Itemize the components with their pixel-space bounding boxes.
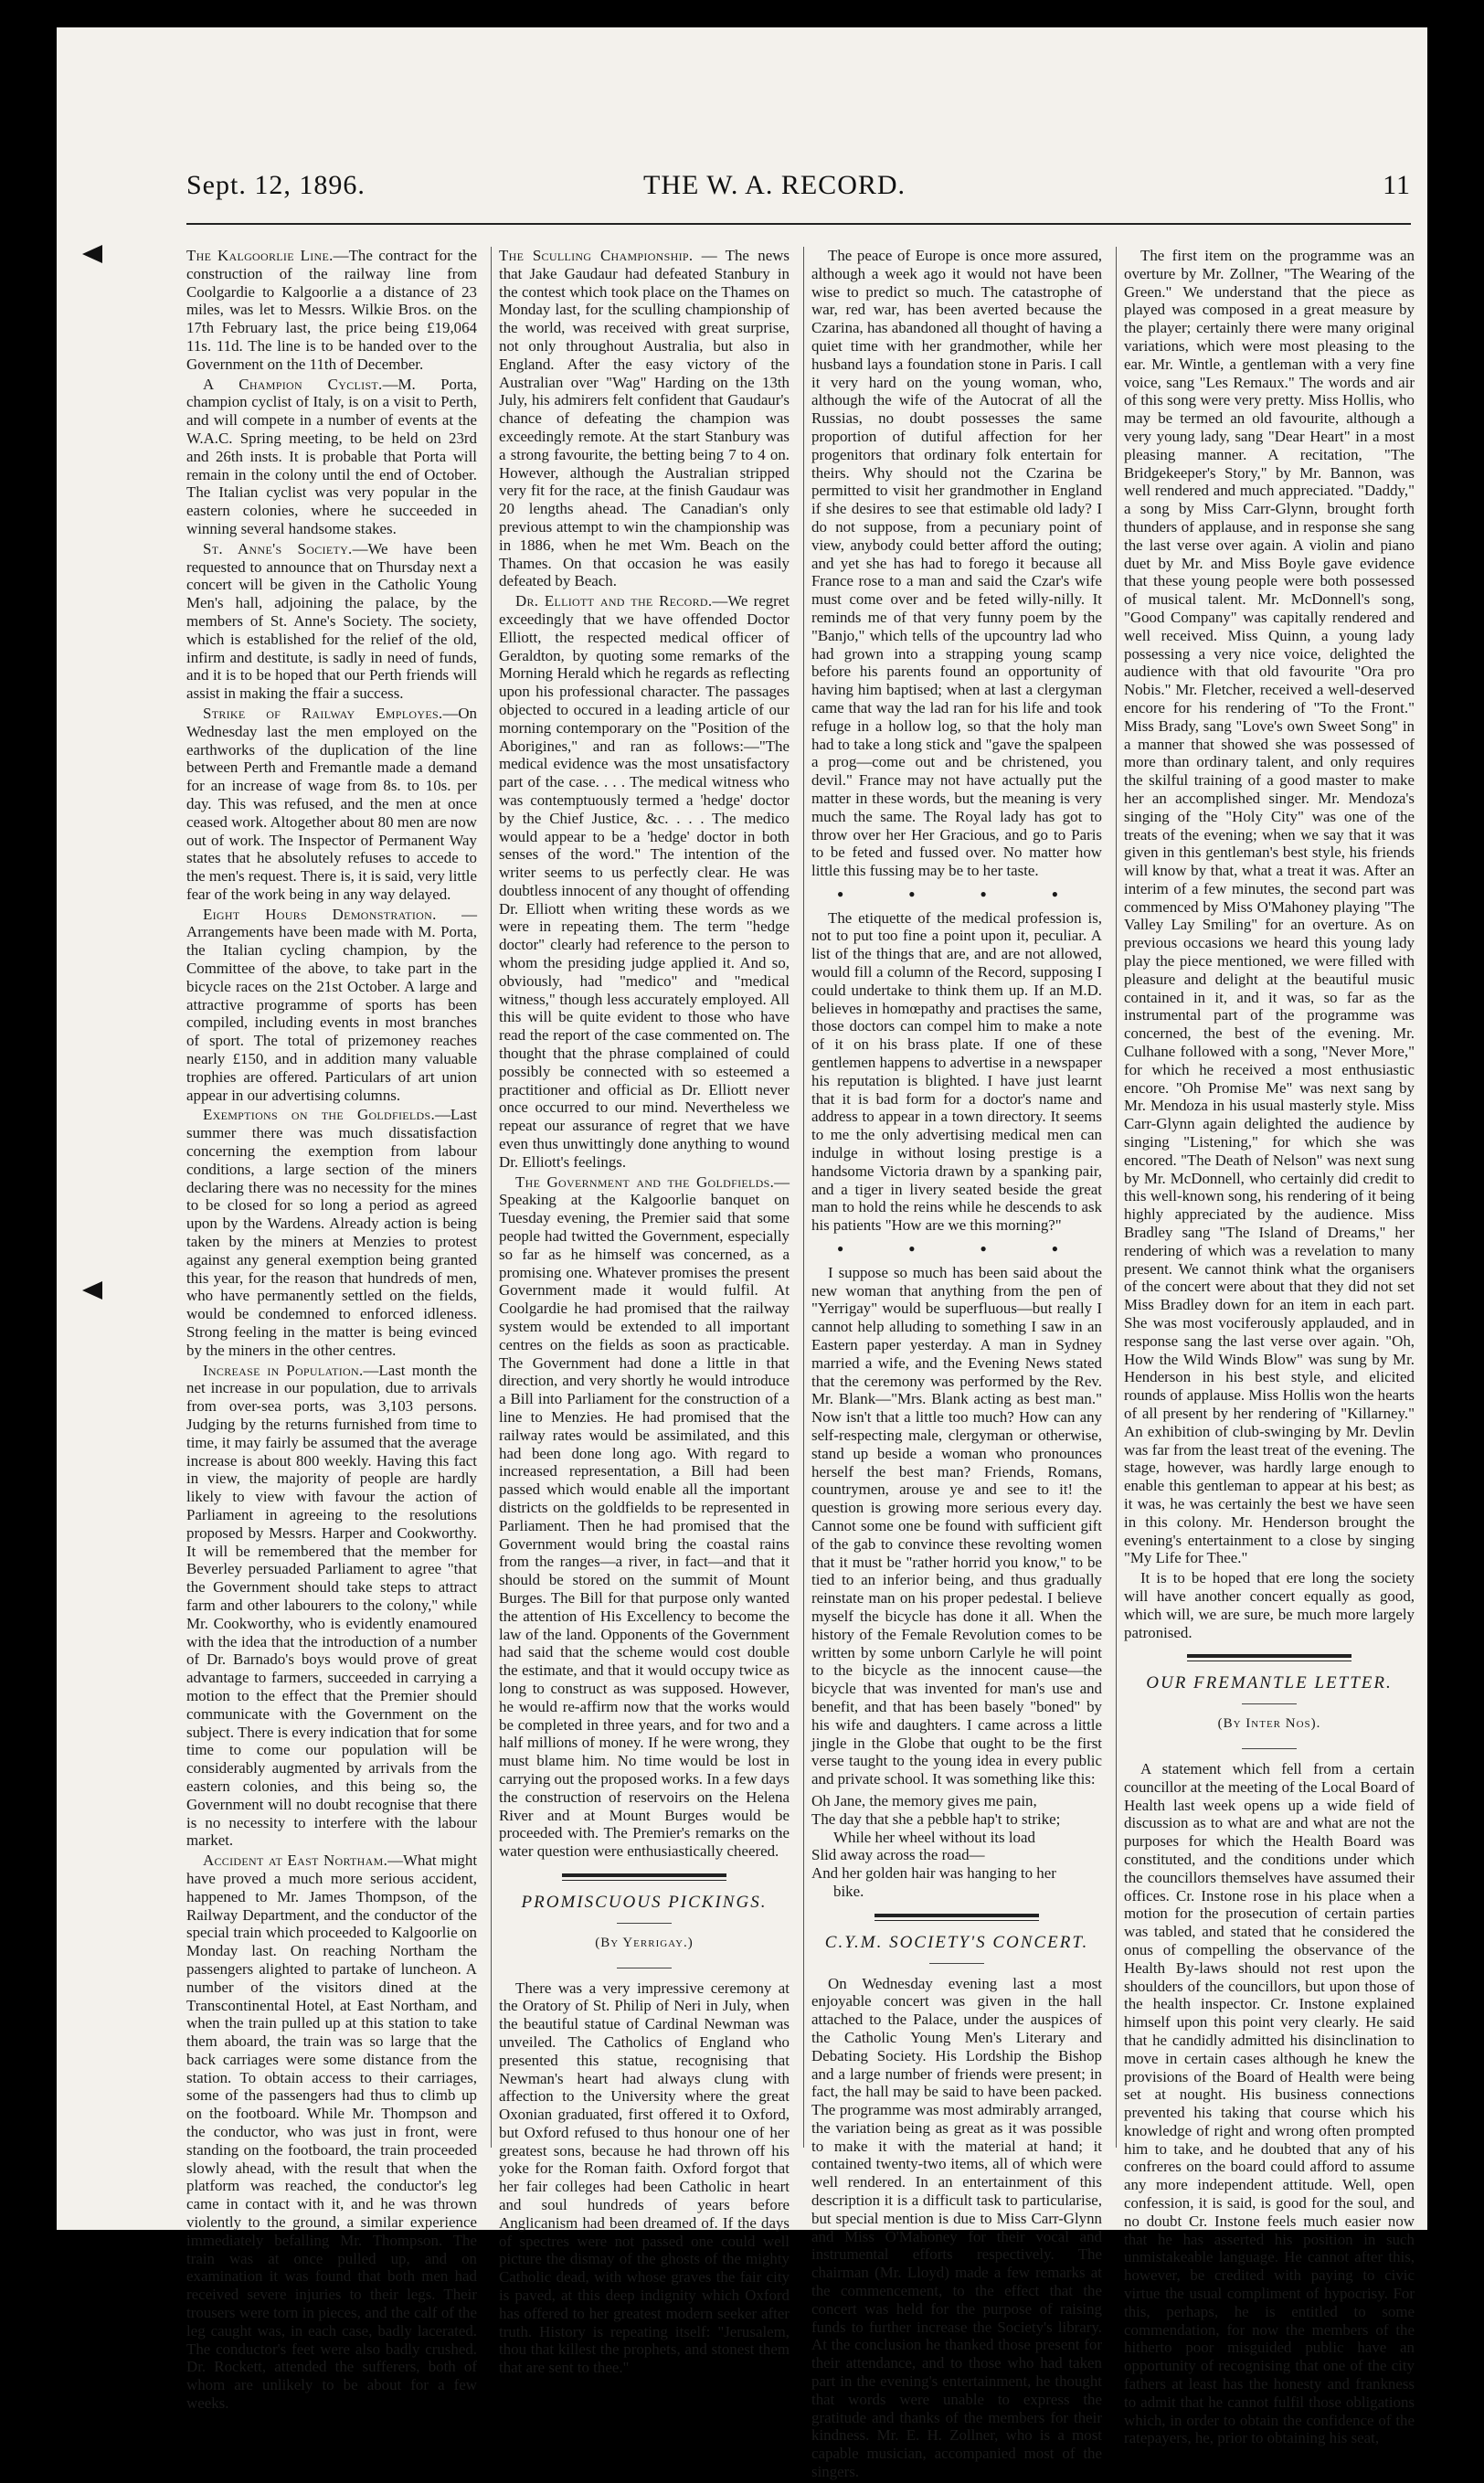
poem-line: While her wheel without its load <box>833 1828 1035 1846</box>
article-paragraph: There was a very impressive ceremony at the Oratory of St. Philip of Neri in July, when the beautiful statue of Cardinal Newman was unveiled. The Catholics of England who presented this statue, recognising that Newman's heart had always clung with affection to the University where the great Oxonian graduated, first offered it to Oxford, but Oxford refused to thus honour one of her greatest sons, because he had thrown off his yoke for the Roman faith. Oxford forgot that her fair colleges had been Catholic in heart and soul hundreds of years before Anglicanism had been dreamed of. If the days of spectres were not passed one could well picture the dismay of the ghosts of the mighty Catholic dead, with whose graves the fair city is paved, at this deep indignity which Oxford has offered to her greatest modern seeker after truth. History is repeating itself: "Jerusalem, thou that killest the prophets, and stonest them that are sent to thee." <box>499 1979 790 2377</box>
section-title: OUR FREMANTLE LETTER. <box>1146 1673 1393 1693</box>
article-body: —We regret exceedingly that we have offended Doctor Elliott, the respected medical officer of Geraldton, by quoting some remarks of the Morning Herald which he regards as reflecting upon his professional character. The passages objected to occured in a leading article of our morning contemporary on the "Position of the Aborigines," and ran as follows:—"The medical evidence was the most unsatisfactory part of the case. . . . The medical witness who was contemptuously termed a 'hedge' doctor by the Chief Justice, &c. . . . The medico would appear to be a 'hedge' doctor in both senses of the word." The intention of the writer seems to us perfectly clear. He was doubtless innocent of any thought of offending Dr. Elliott when writing these words as we were in repeating them. The term "hedge doctor" clearly had reference to the person to whom the presiding judge applied it. And so, obviously, had "medico" and "medical witness," though less accurately employed. All this will be quite evident to those who have read the report of the case commented on. The thought that the phrase complained of could possibly be connected with so esteemed a practitioner and official as Dr. Elliott never once occurred to our mind. Nevertheless we repeat our assurance of regret that we have even thus unwittingly done anything to wound Dr. Elliott's feelings. <box>499 592 790 1171</box>
article-heading: Accident at East Northam. <box>203 1852 388 1870</box>
article-paragraph <box>186 376 477 538</box>
section-separator <box>811 1914 1102 1921</box>
page-number: 11 <box>1383 170 1411 200</box>
article-heading: The Government and the Goldfields. <box>515 1173 775 1191</box>
asterism-divider: ● ● ● ● <box>837 1242 1089 1256</box>
article-paragraph: I suppose so much has been said about the new woman that anything from the pen of "Yerrigay" would be superfluous—but really I cannot help alluding to something I saw in an Eastern paper yesterday. A man in Sydney married a wife, and the Evening News stated that the ceremony was performed by the Rev. Mr. Blank—"Mrs. Blank acting as best man." Now isn't that a little too much? How can any self-respecting male, clergyman or otherwise, stand up beside a woman who pronounces herself the best man? Friends, Romans, countrymen, arouse ye and see to it! the question is growing more serious every day. Cannot some one be found with sufficient gift of the gab to convince these revolting women that it must be "rather horrid you know," to be tied to an inferior being, and thus gradually reinstate man on his proper pedestal. I believe myself the bicycle has done it all. When the history of the Female Revolution comes to be written by some unborn Carlyle he will point to the bicycle as the innocent cause—the bicycle that was invented for man's use and benefit, and that has been basely "boned" by his wife and daughters. I came across a little jingle in the Globe that ought to be the first verse taught to the young idea in every public and private school. It was something like this: <box>811 1263 1102 1788</box>
article-paragraph: The first item on the programme was an overture by Mr. Zollner, "The Wearing of the Green." We understand that the piece as played was composed in a great measure by the player; certainly there were many original variations, which were most pleasing to the ear. Mr. Wintle, a gentleman with a very fine voice, sang "Les Remaux." The words and air of this song were very pretty. Miss Hollis, who may be termed an old favourite, although a very young lady, sang "Dear Heart" in a most pleasing manner. A recitation, "The Bridgekeeper's Story," by Mr. Bannon, was well rendered and much appreciated. "Daddy," a song by Miss Carr-Glynn, brought forth thunders of applause, and in response she sang the last verse over again. A violin and piano duet by Mr. and Miss Boyle gave evidence that these young people were both possessed of musical talent. Mr. McDonnell's song, "Good Company" was capitally rendered and well received. Miss Quinn, a young lady possessing a very nice voice, delighted the audience with that old favourite "Ora pro Nobis." Mr. Fletcher, received a well-deserved encore for his rendering of "To the Front." Miss Brady, sang "Love's own Sweet Song" in a manner that showed she was possessed of more than ordinary talent, and only requires the skilful training of a good master to make her an accomplished singer. Mr. Mendoza's singing of the "Holy City" was one of the treats of the evening; when we say that it was given in this gentleman's best style, his friends will know by that, what a treat it was. After an interim of a few minutes, the second part was commenced by Miss O'Mahoney playing "The Valley Lay Smiling" for an overture. As on previous occasions we heard this young lady play the piece mentioned, we were filled with pleasure and delight at the beautiful music contained in it, and it was, so far as the instrumental part of the programme was concerned, the best of the evening. Mr. Culhane followed with a song, "Never More," for which he received a most enthusiastic encore. "Oh Promise Me" was next sang by Mr. Mendoza in his usual masterly style. Miss Carr-Glynn again delighted the audience by singing "Listening," for which she was encored. "The Death of Nelson" was next sung by Mr. McDonnell, who certainly did credit to this well-known song, his rendering of it being highly appreciated by the audience. Miss Bradley sang "The Island of Dreams," her rendering of which was a revelation to many present. We cannot think what the organisers of the concert were about that they did not set Miss Bradley down for an item in each part. She was most vociferously applauded, and in response sang the last verse over again. "Oh, How the Wild Winds Blow" was sung by Mr. Henderson in his best style, and elicited rounds of applause. Miss Hollis won the hearts of all present by her rendering of "Killarney." An exhibition of club-swinging by Mr. Devlin was far from the least treat of the evening. The stage, however, was hardly large enough to enable this gentleman to appear at his best; as it was, he was certainly the best we have seen in this colony. Mr. Henderson brought the evening's entertainment to a close by singing "My Life for Thee." <box>1124 247 1415 1567</box>
article-paragraph <box>186 705 477 904</box>
article-paragraph <box>499 1173 790 1861</box>
article-paragraph <box>186 1362 477 1851</box>
poem-line: bike. <box>833 1882 864 1900</box>
poem-line: Oh Jane, the memory gives me pain, <box>811 1791 1037 1809</box>
article-heading: The Sculling Championship. <box>499 247 694 264</box>
section-separator <box>499 1873 790 1881</box>
poem-line: Slid away across the road— <box>811 1846 985 1864</box>
article-body: —The contract for the construction of the railway line from Coolgardie to Kalgoorlie a a distance of 23 miles, was let to Messrs. Wilkie Bros. on the 17th February last, the price being £19,064 11s. 11d. The line is to be handed over to the Government on the 11th of December. <box>186 247 477 373</box>
poem-line: And her golden hair was hanging to her <box>811 1864 1056 1883</box>
issue-date: Sept. 12, 1896. <box>186 170 366 200</box>
article-body: —What might have proved a much more serious accident, happened to Mr. James Thompson, of the Railway Department, and the conductor of the special train which proceeded to Kalgoorlie on Monday last. On reaching Northam the passengers alighted to partake of luncheon. A number of the visitors dined at the Transcontinental Hotel, at East Northam, and when the train pulled up at this station to take them aboard, the train was so large that the back carriages were some distance from the station. To obtain access to their carriages, some of the passengers had thus to climb up on the footboard. While Mr. Thompson and the conductor, who was just in front, were standing on the footboard, the train proceeded slowly ahead, with the result that when the platform was reached, the conductor's leg came in contact with it, and he was thrown violently to the ground, a similar experience immediately befalling Mr. Thompson. The train was at once pulled up, and on examination it was found that both men had received severe injuries to their legs. Their trousers were torn in pieces, and the calf of the leg caught was, in each case, badly lacerated. The conductor's feet were also badly crushed. Dr. Rockett, attended the sufferers, both of whom are unlikely to be about for a few weeks. <box>186 1852 478 2413</box>
poem-block <box>811 1792 1102 1901</box>
article-paragraph: It is to be hoped that ere long the society will have another concert equally as good, which will, we are sure, be much more largely patronised. <box>1124 1569 1415 1641</box>
poem-line: The day that she a pebble hap't to strike; <box>811 1809 1061 1828</box>
scan-pointer-icon <box>82 245 102 263</box>
column-1 <box>186 247 477 2414</box>
section-title: PROMISCUOUS PICKINGS. <box>521 1892 768 1912</box>
article-paragraph: A statement which fell from a certain councillor at the meeting of the Local Board of Health last week opens up a wide field of discussion as to what are and what are not the purposes for which the Health Board was constituted, and the conditions under which the councillors themselves have assumed their offices. Cr. Instone rose in his place when a motion for the prosecution of certain parties was tabled, and stated that he considered the onus of compelling the observance of the Health By-laws should not rest upon the shoulders of the councillors, but upon those of the health inspector. Cr. Instone explained himself upon this point very clearly. He said that he candidly admitted his disinclination to move in certain cases although he knew the provisions of the Board of Health were being set at nought. His business connections prevented his taking that course which his knowledge of right and wrong often prompted him to take, and he doubted that any of his confreres on the board could afford to assume any more independent attitude. Well, open confession, it is said, is good for the soul, and no doubt Cr. Instone feels much easier now that he has asserted his position in such unmistakeable language. He cannot after this, however, be credited with paying to civic virtue the usual compliment of hypocrisy. For this, perhaps, he is entitled to some commendation, for now the members of the hitherto poor misguided public have an opportunity of recognising that one of the city fathers at least has the honesty and frankness to admit that he cannot fulfil those obligations which, in order to obtain the confidence of the ratepayers, he, prior to obtaining his seat, <box>1124 1759 1415 2447</box>
short-rule <box>1242 1748 1297 1749</box>
article-body: —On Wednesday last the men employed on the earthworks of the duplication of the line between Perth and Fremantle made a demand for an increase of wage from 8s. to 10s. per day. This was refused, and the men at once ceased work. Altogether about 80 men are now out of work. The Inspector of Permanent Way states that he absolutely refuses to accede to the men's request. There is, it is said, very little fear of the work being in any way delayed. <box>186 704 478 903</box>
section-byline: (By Inter Nos). <box>1217 1716 1321 1732</box>
newspaper-title: THE W. A. RECORD. <box>643 170 906 200</box>
article-body: —Last summer there was much dissatisfaction concerning the exemption from labour conditions, a large section of the miners declaring there was no necessity for the mines to be closed for so long a period as agreed upon by the Wardens. Already action is being taken by the miners at Menzies to protest against any general exemption being granted this year, for the reason that hundreds of men, who have permanently settled on the fields, would be condemned to enforced idleness. Strong feeling in the matter is being evinced by the miners in the other centres. <box>186 1106 477 1359</box>
article-paragraph <box>186 247 477 374</box>
article-heading: Strike of Railway Employes. <box>203 704 443 722</box>
article-paragraph: The peace of Europe is once more assured, although a week ago it would not have been wise to predict so much. The catastrophe of war, red war, has been averted because the Czarina, has abandoned all thought of having a quiet time with her grandmother, while her husband lays a foundation stone in Paris. I call it very hard on the young woman, who, although the wife of the Autocrat of all the Russias, no doubt possesses the same proportion of dutiful affection for her progenitors that ordinary folk entertain for theirs. Why should not the Czarina be permitted to visit her grandmother in England if she desires to see that estimable old lady? I do not suppose, from a pecuniary point of view, anybody could better afford the outing; and yet she has had to forego it because all France rose to a man and said the Czar's wife must come over and be feted willy-nilly. It reminds me of that very funny poem by the "Banjo," which tells of the upcountry lad who had grown into a strapping young scamp before his parents found an opportunity of having him baptised; when at last a clergyman came that way the lad ran for his life and took refuge in a hollow log, so that the holy man had to take a long stick and "gave the spalpeen a prog—come out and be christened, you devil." France may not have actually put the matter in these words, but the meaning is very much the same. The Royal lady has got to throw over her Her Gracious, and go to Paris to be feted and fussed over. No matter how little this fussing may be to her taste. <box>811 247 1103 880</box>
asterism-divider: ● ● ● ● <box>837 886 1089 900</box>
article-heading: Eight Hours Demonstration. <box>203 905 437 923</box>
column-divider <box>491 247 492 2148</box>
article-body: —Speaking at the Kalgoorlie banquet on Tuesday evening, the Premier said that some people had twitted the Government, especially so far as he himself was concerned, as a promising one. Whatever promises the present Government made it would fulfil. At Coolgardie he had promised that the railway system would be extended to all important centres on the fields as soon as practicable. The Government had done a little in that direction, and very shortly he would introduce a Bill into Parliament for the construction of a line to Menzies. He had promised that the railway rates would be assimilated, and this had been done long ago. With regard to increased representation, a Bill had been passed which would enable all the important districts on the goldfields to be represented in Parliament. Then he had promised that the Government would bring the coastal rains from the ranges—a river, in fact—and that it should be stored on the summit of Mount Burges. The Bill for that purpose only wanted the attention of His Excellency to become the law of the land. Opponents of the Government had said that the scheme would cost double the estimate, and that it would occupy twice as long to construct as was supposed. However, he would re-affirm now that the works would be completed in three years, and for two and a half millions of money. If he were wrong, they must blame him. No time would be lost in carrying out the proposed works. In a few days the construction of reservoirs on the Helena River and at Mount Burges would be proceeded with. The Premier's remarks on the water question were enthusiastically cheered. <box>499 1173 790 1861</box>
column-3 <box>811 247 1102 2483</box>
article-body: —We have been requested to announce that on Thursday next a concert will be given in the Catholic Young Men's hall, adjoining the palace, by the members of St. Anne's Society. The society, which is established for the relief of the old, infirm and destitute, is sadly in need of funds, and it is to be hoped that our Perth friends will assist in making the ffair a success. <box>186 539 477 703</box>
article-heading: Exemptions on the Goldfields. <box>203 1106 436 1124</box>
section-title: C.Y.M. SOCIETY'S CONCERT. <box>824 1932 1089 1952</box>
article-paragraph <box>186 906 477 1105</box>
article-heading: The Kalgoorlie Line. <box>186 247 334 264</box>
column-4 <box>1124 247 1415 2449</box>
article-paragraph <box>186 1106 477 1359</box>
masthead <box>186 164 1411 212</box>
article-body: — The news that Jake Gaudaur had defeated Stanbury in the contest which took place on the Thames on Monday last, for the sculling championship of the world, was received with great surprise, not only throughout Australia, but also in England. After the easy victory of the Australian over "Wag" Harding on the 13th July, his admirers felt confident that Gaudaur's chance of defeating the champion was exceedingly remote. At the start Stanbury was a strong favourite, the betting being 7 to 4 on. However, although the Australian stripped very fit for the race, at the finish Gaudaur was 20 lengths ahead. The Canadian's only previous attempt to win the championship was in 1886, when he met Wm. Beach on the Thames. On that occasion he was easily defeated by Beach. <box>499 247 790 590</box>
column-divider <box>803 247 804 2148</box>
article-paragraph: On Wednesday evening last a most enjoyable concert was given in the hall attached to the Palace, under the auspices of the Catholic Young Men's Literary and Debating Society. His Lordship the Bishop and a large number of friends were present; in fact, the hall may be said to have been packed. The programme was most admirably arranged, the variation being as great as it was possible to make it with the material at hand; it contained twenty-two items, all of which were well rendered. In an entertainment of this description it is a difficult task to particularise, but special mention is due to Miss Carr-Glynn and Miss O'Mahoney for their vocal and instrumental efforts respectively. The chairman (Mr. Lloyd) made a few remarks at the commencement, to the effect that the concert was held for the purpose of raising funds to further increase the Society's library. At the conclusion he thanked those present for their attendance, and to those who had taken part in the evening's entertainment, he thought that words were unable to express the gratitude and thanks of the members for their kindness. Mr. E. H. Zollner, who is a most capable musician, accompanied most of the singers. <box>811 1974 1102 2481</box>
article-paragraph <box>186 1852 477 2413</box>
article-body: — Arrangements have been made with M. Porta, the Italian cycling champion, by the Committee of the above, to take part in the bicycle races on the 21st October. A large and attractive programme of sports has been compiled, including events in most branches of sport. The total of prizemoney reaches nearly £150, and in addition many valuable trophies are offered. Particulars of art union appear in our advertising columns. <box>186 905 477 1104</box>
article-paragraph: The etiquette of the medical profession is, not to put too fine a point upon it, peculiar. A list of the things that are, and are not allowed, would fill a column of the Record, supposing I could undertake to think them up. If an M.D. believes in homœpathy and practises the same, those doctors can compel him to make a note of it on his brass plate. If one of these gentlemen happens to advertise in a newspaper his reputation is blighted. I have just learnt that it is bad form for a doctor's name and address to appear in a town directory. It seems to me the only advertising medical men can indulge in without losing prestige is a handsome Victoria drawn by a spanking pair, and a tiger in livery seated beside the great man to hold the reins while he descends to ask his patients "How are we this morning?" <box>811 908 1102 1235</box>
article-body: —Last month the net increase in our population, due to arrivals from over-sea ports, was 3,103 persons. Judging by the returns furnished from time to time, it may fairly be assumed that the average increase is about 800 weekly. Having this fact in view, the majority of people are hardly likely to view with favour the action of Parliament in agreeing to the resolutions proposed by Messrs. Harper and Cookworthy. It will be remembered that the member for Beverley persuaded Parliament to agree "that the Government should take steps to attract farm and other labourers to the colony," while Mr. Cookworthy, who is evidently enamoured with the idea that the introduction of a number of Dr. Barnado's boys would prove of great advantage to farmers, succeeded in carrying a motion to the effect that the Premier should communicate with the Government on the subject. There is every indication that for some time to come our population will be considerably augmented by arrivals from the eastern colonies, and this being so, the Government will no doubt recognise that there is no necessity to interfere with the labour market. <box>186 1361 477 1850</box>
article-body: —M. Porta, champion cyclist of Italy, is on a visit to Perth, and will compete in a number of events at the W.A.C. Spring meeting, to be held on 23rd and 26th insts. It is probable that Porta will remain in the colony until the end of October. The Italian cyclist was very popular in the eastern colonies, where he succeeded in winning several handsome stakes. <box>186 375 478 537</box>
newspaper-page <box>57 27 1427 2481</box>
column-divider <box>1116 247 1117 2148</box>
short-rule <box>617 1923 672 1924</box>
article-heading: Dr. Elliott and the Record. <box>515 592 713 610</box>
article-paragraph <box>499 247 790 590</box>
article-paragraph <box>499 592 790 1172</box>
article-paragraph <box>186 540 477 703</box>
section-byline: (By Yerrigay.) <box>595 1935 694 1950</box>
article-heading: St. Anne's Society. <box>203 539 353 557</box>
article-heading: A Champion Cyclist. <box>203 375 383 393</box>
article-heading: Increase in Population. <box>203 1361 364 1379</box>
column-2 <box>499 247 790 2379</box>
scan-pointer-icon <box>82 1281 102 1300</box>
section-separator <box>1124 1654 1415 1661</box>
masthead-rule <box>186 223 1411 225</box>
short-rule <box>1242 1703 1297 1704</box>
short-rule <box>929 1963 984 1964</box>
